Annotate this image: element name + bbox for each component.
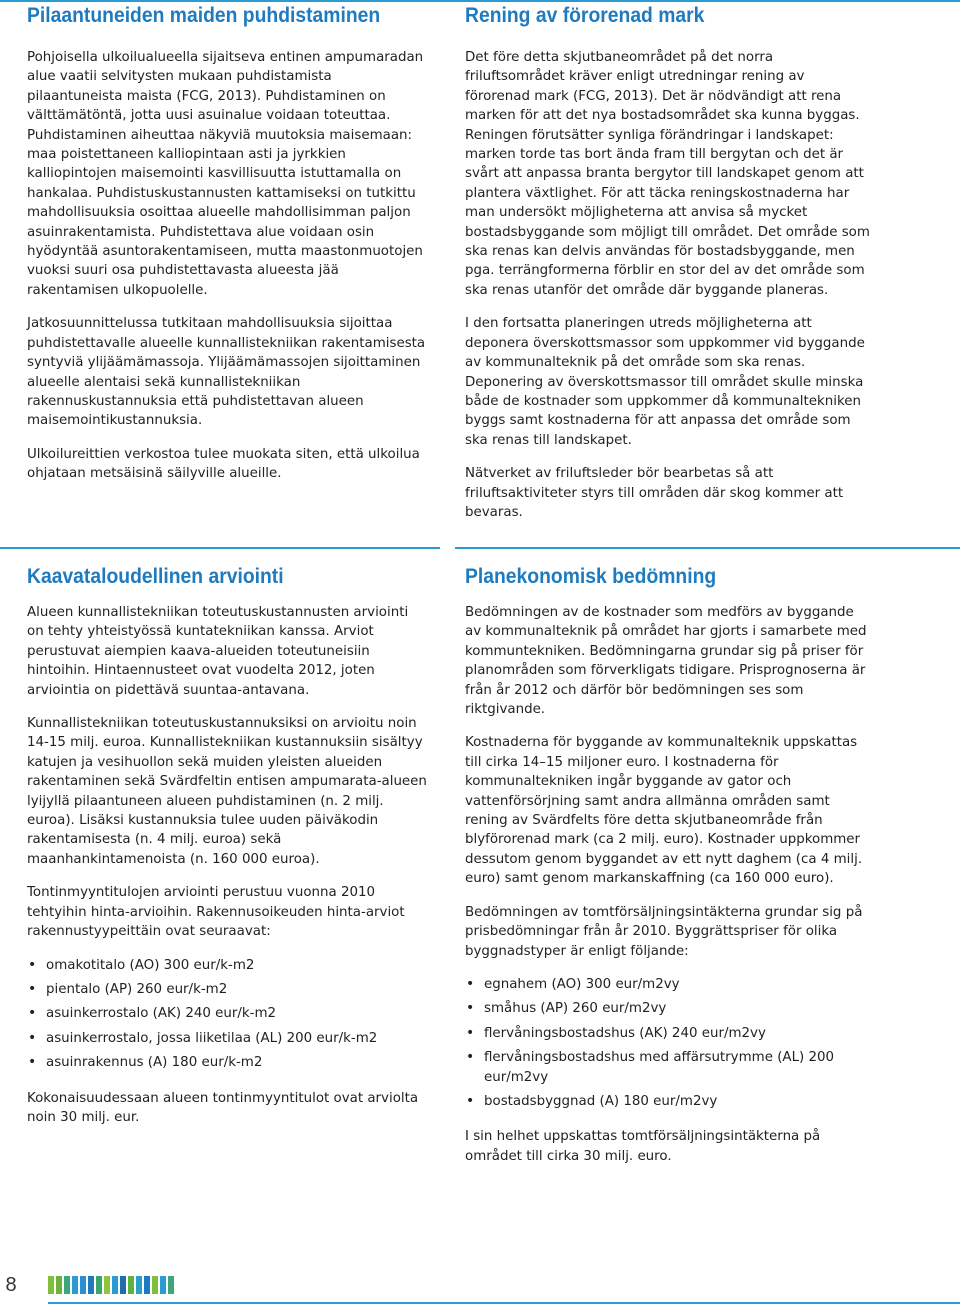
list-item: • asuinkerrostalo, jossa liiketilaa (AL) 200 eur/k-m2 (46, 1029, 429, 1048)
footer-rule (48, 1302, 960, 1304)
list-item: • pientalo (AP) 260 eur/k-m2 (46, 980, 429, 999)
page-number: 8 (5, 1274, 17, 1296)
stripe (112, 1276, 118, 1294)
list-item: • egnahem (AO) 300 eur/m2vy (484, 975, 867, 994)
list-item: • flervåningsbostadshus med affärsutrymme (AL) 200 eur/m2vy (484, 1048, 867, 1087)
stripe (128, 1276, 134, 1294)
price-list (27, 956, 429, 1073)
section-body (27, 603, 429, 1141)
paragraph: Kunnallistekniikan toteutuskustannuksiksi on arvioitu noin 14-15 milj. euroa. Kunnallistekniikan kustannuksiin sisältyy katujen ja vesihuollon sekä muiden yleisten alueiden rakentaminen sekä Svärdfeltin entisen ampumarata-alueen lyijyllä pilaantuneen alueen puhdistaminen (n. 2 milj. euroa). Lisäksi kustannuksia tulee uuden päiväkodin rakentamisesta (n. 4 milj. euroa) sekä maanhankintamenoista (n. 160 000 euroa). (27, 716, 427, 867)
stripe (152, 1276, 158, 1294)
top-rule-right (455, 0, 960, 2)
stripe (72, 1276, 78, 1294)
paragraph: Kostnaderna för byggande av kommunalteknik uppskattas till cirka 14–15 miljoner euro. I kostnaderna för kommunaltekniken ingår byggande av gator och vattenförsörjning samt andra allmänna områden samt rening av Svärdfelts före detta skjutbaneområde från blyförorenad mark (ca 2 milj. euro). Kostnader uppkommer dessutom genom byggandet av ett nytt daghem (ca 4 milj. euro) samt genom markanskaffning (ca 160 000 euro). (465, 735, 863, 887)
paragraph: Bedömningen av tomtförsäljningsintäkterna grundar sig på prisbedömningar från år 2010. Byggrättspriser för olika byggnadstyper är enligt följande: (465, 904, 863, 959)
stripe (88, 1276, 94, 1294)
section-body (465, 603, 867, 1180)
stripe (168, 1276, 174, 1294)
paragraph: Ulkoilureittien verkostoa tulee muokata siten, että ulkoilua ohjataan metsäisinä säilyville alueille. (27, 446, 420, 482)
paragraph: Bedömningen av de kostnader som medförs av byggande av kommunalteknik på området har gjorts i samarbete med kommuntekniken. Bedömningarna grundar sig på priser för planområden som förverkligats tidigare. Prisprognoserna är från år 2012 och därför bör bedömningen ses som riktgivande. (465, 605, 867, 718)
stripe (120, 1276, 126, 1294)
decorative-stripes (48, 1276, 176, 1294)
section-title: Planekonomisk bedömning (465, 565, 717, 588)
section-rule-left (0, 547, 440, 549)
stripe (144, 1276, 150, 1294)
paragraph: I sin helhet uppskattas tomtförsäljningsintäkterna på området till cirka 30 milj. euro. (465, 1129, 821, 1164)
price-list (465, 975, 867, 1111)
section-body (465, 48, 870, 536)
paragraph: Jatkosuunnittelussa tutkitaan mahdollisuuksia sijoittaa puhdistettavalle alueelle kunnallistekniikan rakentamisesta syntyviä ylijäämämassoja. Ylijäämämassojen sijoittaminen alueelle alentaisi sekä kunnallistekniikan rakennuskustannuksia että puhdistettavan alueen maisemointikustannuksia. (27, 316, 426, 429)
list-item: • flervåningsbostadshus (AK) 240 eur/m2vy (484, 1024, 867, 1043)
list-item: • omakotitalo (AO) 300 eur/k-m2 (46, 956, 429, 975)
paragraph: Kokonaisuudessaan alueen tontinmyyntitulot ovat arviolta noin 30 milj. eur. (27, 1090, 419, 1125)
page-footer (0, 1264, 960, 1305)
stripe (136, 1276, 142, 1294)
list-item: • småhus (AP) 260 eur/m2vy (484, 999, 867, 1018)
stripe (48, 1276, 54, 1294)
stripe (80, 1276, 86, 1294)
top-rule-left (0, 0, 455, 2)
stripe (96, 1276, 102, 1294)
stripe (56, 1276, 62, 1294)
stripe (104, 1276, 110, 1294)
section-title: Kaavataloudellinen arviointi (27, 565, 284, 588)
section-title: Rening av förorenad mark (465, 4, 705, 27)
paragraph: Alueen kunnallistekniikan toteutuskustannusten arviointi on tehty yhteistyössä kuntatekniikan kanssa. Arviot perustuvat aiempien kaava-alueiden toteutuneisiin hintoihin. Hintaennusteet ovat vuodelta 2012, joten arviointia on pidettävä suuntaa-antavana. (27, 605, 409, 698)
section-title: Pilaantuneiden maiden puhdistaminen (27, 4, 381, 27)
paragraph: Tontinmyyntitulojen arviointi perustuu vuonna 2010 tehtyihin hinta-arvioihin. Rakennusoikeuden hinta-arviot rakennustyypeittäin ovat seuraavat: (27, 885, 405, 940)
stripe (160, 1276, 166, 1294)
paragraph: Nätverket av friluftsleder bör bearbetas så att friluftsaktiviteter styrs till områden där skog kommer att bevaras. (465, 466, 844, 520)
section-body (27, 48, 427, 498)
list-item: • bostadsbyggnad (A) 180 eur/m2vy (484, 1092, 867, 1111)
section-rule-right (455, 547, 960, 549)
paragraph: Pohjoisella ulkoilualueella sijaitseva entinen ampumaradan alue vaatii selvitysten mukaan puhdistamista pilaantuneista maista (FCG, 2013). Puhdistaminen on välttämätöntä, jotta uusi asuinalue voidaan toteuttaa. Puhdistaminen aiheuttaa näkyviä muutoksia maisemaan: maa poistettaneen kalliopintaan asti ja jyrkkien kalliopintojen maisemointi kasvillisuutta istuttamalla on hankalaa. Puhdistuskustannusten kattamiseksi on tutkittu mahdollisuuksia osoittaa alueelle mahdollisimman paljon asuinrakentamista. Puhdistettava alue voidaan osin hyödyntää asuntorakentamiseen, mutta maastonmuotojen vuoksi suuri osa puhdistettavasta alueesta jää rakentamisen ulkopuolelle. (27, 50, 424, 298)
stripe (64, 1276, 70, 1294)
list-item: • asuinkerrostalo (AK) 240 eur/k-m2 (46, 1004, 429, 1023)
paragraph: Det före detta skjutbaneområdet på det norra friluftsområdet kräver enligt utredningar rening av förorenad mark (FCG, 2013). Det är nödvändigt att rena marken för att det nya bostadsområdet ska kunna byggas. Reningen förutsätter synliga förändringar i landskapet: marken torde tas bort ända fram till bergytan och det är svårt att anpassa branta bergytor till landskapet genom att plantera växtlighet. För att täcka reningskostnaderna har man undersökt möjligheterna att anvisa så mycket bostadsbyggande som möjligt till området. Det område som ska renas kan delvis användas för bostadsbyggande, men pga. terrängformerna förblir en stor del av det område som ska renas utanför det område där byggande planeras. (465, 50, 870, 298)
list-item: • asuinrakennus (A) 180 eur/k-m2 (46, 1053, 429, 1072)
paragraph: I den fortsatta planeringen utreds möjligheterna att deponera överskottsmassor som uppkommer vid byggande av kommunalteknik på det område som ska renas. Deponering av överskottsmassor till området skulle minska både de kostnader som uppkommer då kommunaltekniken byggs samt kostnaderna för att anpassa det område som ska renas till landskapet. (465, 316, 865, 448)
